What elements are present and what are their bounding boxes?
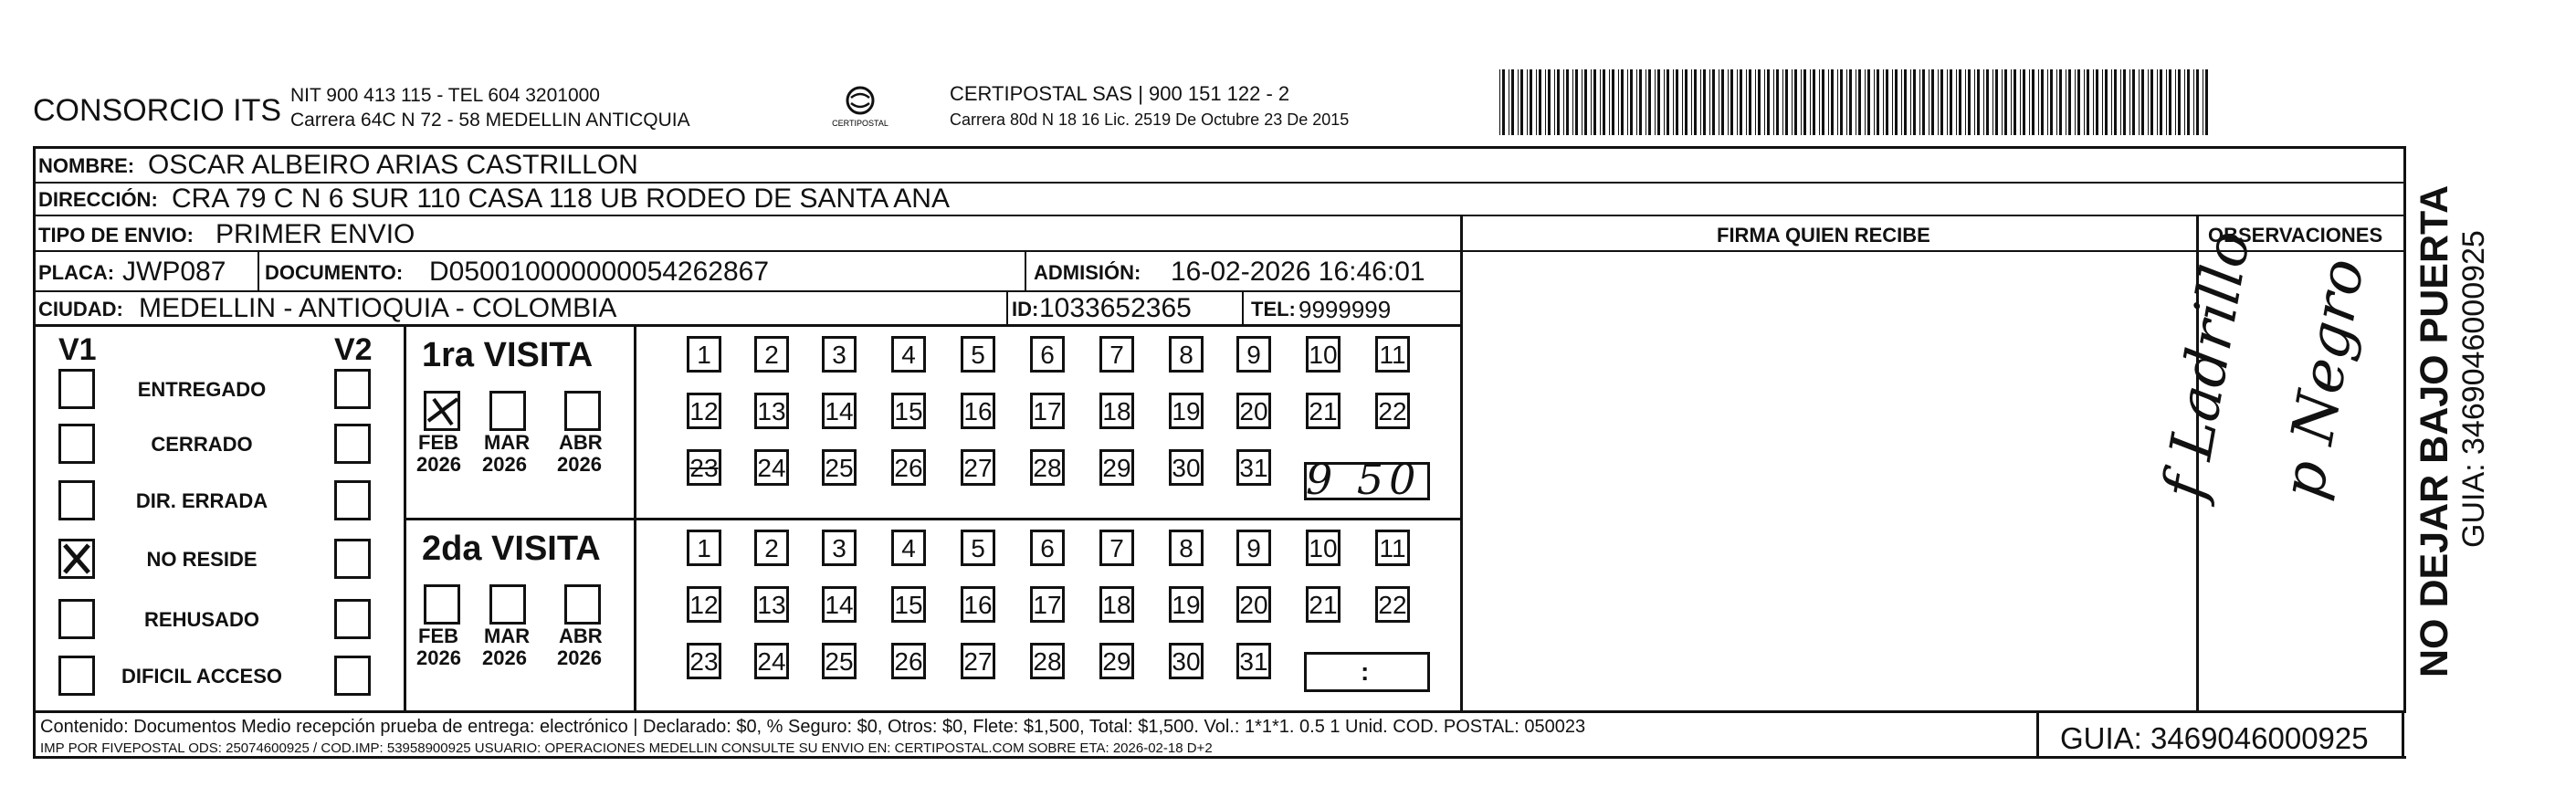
barcode-bar: [1685, 69, 1688, 135]
certipostal-logo: [824, 82, 897, 135]
carrier-license-line: Carrera 80d N 18 16 Lic. 2519 De Octubre 23 De 2015: [950, 110, 1350, 129]
barcode-bar: [2196, 69, 2199, 135]
barcode-bar: [2047, 69, 2048, 135]
status-option-label: ENTREGADO: [137, 378, 267, 401]
barcode-bar: [1819, 69, 1820, 135]
first-visit-day-box[interactable]: 11: [1375, 336, 1410, 373]
status-option-label: CERRADO: [151, 433, 253, 456]
barcode-bar: [2059, 69, 2062, 135]
barcode-bar: [1931, 69, 1934, 135]
nombre-label: NOMBRE:: [38, 154, 135, 177]
barcode-bar: [1721, 69, 1724, 135]
first-visit-day-box[interactable]: 4: [891, 336, 926, 373]
company-address-line: Carrera 64C N 72 - 58 MEDELLIN ANTICQUIA: [290, 110, 690, 131]
barcode-bar: [1959, 69, 1961, 135]
barcode-bar: [1773, 69, 1774, 135]
barcode-bar: [1810, 69, 1811, 135]
barcode-bar: [1600, 69, 1601, 135]
barcode-bar: [2032, 69, 2035, 135]
observaciones-handwriting-2: p Negro: [2269, 253, 2379, 504]
barcode-bar: [2114, 69, 2117, 135]
placa-value: JWP087: [122, 257, 226, 287]
barcode-bar: [1886, 69, 1888, 135]
first-visit-year-label: 2026: [482, 453, 527, 476]
barcode-bar: [2013, 69, 2016, 135]
tel-label: TEL:: [1251, 298, 1296, 320]
barcode-bar: [1673, 69, 1674, 135]
barcode-bar: [1837, 69, 1838, 135]
barcode-bar: [2157, 69, 2158, 135]
barcode-bar: [1737, 69, 1738, 135]
second-visit-title: 2da VISITA: [422, 530, 601, 568]
barcode-bar: [1554, 69, 1555, 135]
barcode-bar: [1700, 69, 1701, 135]
observaciones-label: OBSERVACIONES: [2208, 224, 2383, 247]
barcode-bar: [1612, 69, 1614, 135]
barcode-bar: [2178, 69, 2181, 135]
second-visit-day-box[interactable]: 30: [1169, 643, 1204, 679]
second-visit-day-box[interactable]: 17: [1030, 586, 1065, 623]
barcode-bar: [2205, 69, 2208, 135]
second-visit-day-box[interactable]: 14: [822, 586, 857, 623]
second-visit-day-box[interactable]: 22: [1375, 586, 1410, 623]
second-visit-day-box[interactable]: 25: [822, 643, 857, 679]
barcode-bar: [1603, 69, 1605, 135]
first-visit-day-box[interactable]: 7: [1099, 336, 1134, 373]
barcode-bar: [2050, 69, 2053, 135]
status-option-label: NO RESIDE: [146, 548, 258, 571]
second-visit-day-box[interactable]: 11: [1375, 530, 1410, 566]
barcode-bar: [2123, 69, 2126, 135]
first-visit-day-box[interactable]: 25: [822, 449, 857, 486]
placa-label: PLACA:: [38, 261, 115, 284]
tel-value: 9999999: [1299, 296, 1392, 323]
ciudad-value: MEDELLIN - ANTIOQUIA - COLOMBIA: [139, 293, 617, 323]
footer-content-line: Contenido: Documentos Medio recepción prueba de entrega: electrónico | Declarado: $0, % Seguro: $0, Otros: $0, Flete: $1,500, Total: $1,500. Vol.: 1*1*1. 0.5 1 Unid. COD. POSTAL: 050023: [40, 717, 1586, 737]
barcode-bar: [1746, 69, 1747, 135]
barcode-bar: [2160, 69, 2162, 135]
barcode-bar: [2105, 69, 2108, 135]
barcode-bar: [2038, 69, 2039, 135]
barcode-bar: [2002, 69, 2003, 135]
barcode-bar: [2102, 69, 2103, 135]
direccion-label: DIRECCIÓN:: [38, 188, 158, 211]
second-visit-day-box[interactable]: 19: [1169, 586, 1204, 623]
barcode-bar: [1965, 69, 1966, 135]
first-visit-handwritten-time: 9 50: [1306, 455, 1422, 504]
barcode-bar: [1502, 69, 1505, 135]
barcode-bar: [2193, 69, 2194, 135]
barcode-bar: [2175, 69, 2176, 135]
first-visit-day-box[interactable]: 15: [891, 393, 926, 429]
barcode-bar: [2111, 69, 2112, 135]
barcode-bar: [1794, 69, 1797, 135]
second-visit-day-box[interactable]: 15: [891, 586, 926, 623]
barcode-bar: [1518, 69, 1519, 135]
barcode-bar: [1865, 69, 1866, 135]
admision-label: ADMISIÓN:: [1034, 261, 1141, 284]
barcode-bar: [1831, 69, 1834, 135]
barcode-bar: [1591, 69, 1592, 135]
barcode-bar: [1828, 69, 1829, 135]
barcode-bar: [2084, 69, 2085, 135]
barcode-bar: [1877, 69, 1879, 135]
barcode-bar: [1901, 69, 1902, 135]
second-visit-month-label: ABR: [559, 625, 603, 647]
barcode-bar: [1548, 69, 1551, 135]
barcode-bar: [1803, 69, 1806, 135]
barcode-bar: [1940, 69, 1943, 135]
side-warning-text: NO DEJAR BAJO PUERTA: [2413, 184, 2456, 677]
barcode-bar: [2077, 69, 2080, 135]
barcode-bar: [1566, 69, 1569, 135]
barcode-bar: [1977, 69, 1980, 135]
barcode-bar: [1910, 69, 1911, 135]
status-option-label: DIFICIL ACCESO: [121, 665, 282, 688]
barcode-bar: [1867, 69, 1870, 135]
status-option-label: REHUSADO: [144, 608, 259, 631]
first-visit-day-box[interactable]: 27: [961, 449, 995, 486]
barcode-bar: [2075, 69, 2076, 135]
second-visit-day-box[interactable]: 7: [1099, 530, 1134, 566]
second-visit-month-checkbox[interactable]: [564, 584, 601, 625]
second-visit-year-label: 2026: [416, 646, 461, 669]
first-visit-day-box[interactable]: 10: [1306, 336, 1341, 373]
v1-label: V1: [58, 332, 97, 367]
barcode-bar: [1950, 69, 1952, 135]
barcode-bar: [1767, 69, 1770, 135]
barcode-bar: [1657, 69, 1660, 135]
tipo-envio-value: PRIMER ENVIO: [216, 219, 415, 249]
second-visit-day-box[interactable]: 1: [687, 530, 721, 566]
second-visit-day-box[interactable]: 12: [687, 586, 721, 623]
barcode-bar: [2011, 69, 2012, 135]
barcode-bar: [1682, 69, 1683, 135]
first-visit-day-box[interactable]: 9: [1236, 336, 1271, 373]
second-visit-time: :: [1361, 657, 1370, 686]
barcode-bar: [1630, 69, 1633, 135]
barcode-bar: [1545, 69, 1546, 135]
footer-guia: GUIA: 3469046000925: [2060, 721, 2369, 755]
second-visit-month-checkbox[interactable]: [424, 584, 460, 625]
barcode-bar: [2169, 69, 2171, 135]
barcode-bar: [2129, 69, 2130, 135]
barcode-bar: [1749, 69, 1751, 135]
first-visit-day-box[interactable]: 6: [1030, 336, 1065, 373]
barcode-bar: [1636, 69, 1637, 135]
barcode-bar: [2020, 69, 2021, 135]
barcode-bar: [1593, 69, 1596, 135]
footer-print-line: IMP POR FIVEPOSTAL ODS: 25074600925 / COD.IMP: 53958900925 USUARIO: OPERACIONES MEDELLIN CONSULTE SU ENVIO EN: CERTIPOSTAL.COM SOBRE ETA: 2026-02-18 D+2: [40, 740, 1213, 756]
second-visit-day-box[interactable]: 18: [1099, 586, 1134, 623]
ciudad-label: CIUDAD:: [38, 298, 123, 320]
barcode-bar: [1947, 69, 1948, 135]
barcode-bar: [1904, 69, 1907, 135]
first-visit-day-box[interactable]: 30: [1169, 449, 1204, 486]
barcode-bar: [1499, 69, 1500, 135]
barcode-bar: [2068, 69, 2071, 135]
barcode-bar: [1639, 69, 1642, 135]
barcode-bar: [1785, 69, 1788, 135]
first-visit-day-box[interactable]: 2: [754, 336, 789, 373]
barcode-bar: [1645, 69, 1646, 135]
admision-value: 16-02-2026 16:46:01: [1171, 257, 1425, 287]
barcode-bar: [1922, 69, 1925, 135]
first-visit-day-box[interactable]: 16: [961, 393, 995, 429]
barcode-bar: [1563, 69, 1564, 135]
barcode-bar: [1520, 69, 1523, 135]
barcode-bar: [1874, 69, 1875, 135]
barcode-bar: [1511, 69, 1514, 135]
barcode-bar: [1764, 69, 1765, 135]
company-nit-line: NIT 900 413 115 - TEL 604 3201000: [290, 85, 600, 106]
barcode-bar: [2166, 69, 2167, 135]
first-visit-month-label: FEB: [418, 431, 458, 454]
barcode-bar: [1655, 69, 1656, 135]
second-visit-day-box[interactable]: 29: [1099, 643, 1134, 679]
second-visit-year-label: 2026: [482, 646, 527, 669]
barcode-bar: [1986, 69, 1989, 135]
carrier-name-line: CERTIPOSTAL SAS | 900 151 122 - 2: [950, 82, 1290, 105]
barcode-bar: [1913, 69, 1916, 135]
barcode-bar: [2120, 69, 2121, 135]
id-label: ID:: [1012, 298, 1039, 320]
second-visit-day-box[interactable]: 20: [1236, 586, 1271, 623]
barcode-bar: [2141, 69, 2144, 135]
second-visit-day-box[interactable]: 4: [891, 530, 926, 566]
first-visit-month-checkbox[interactable]: [564, 391, 601, 431]
first-visit-year-label: 2026: [416, 453, 461, 476]
second-visit-day-box[interactable]: 26: [891, 643, 926, 679]
company-name: CONSORCIO ITS: [33, 93, 282, 128]
barcode-bar: [1527, 69, 1528, 135]
barcode-bar: [1983, 69, 1984, 135]
barcode-bar: [2187, 69, 2190, 135]
first-visit-day-box[interactable]: 14: [822, 393, 857, 429]
first-visit-day-box[interactable]: 3: [822, 336, 857, 373]
first-visit-title: 1ra VISITA: [422, 336, 594, 374]
second-visit-day-box[interactable]: 5: [961, 530, 995, 566]
barcode-bar: [1892, 69, 1893, 135]
barcode-bar: [1846, 69, 1847, 135]
second-visit-day-box[interactable]: 10: [1306, 530, 1341, 566]
barcode-bar: [1618, 69, 1619, 135]
barcode-bar: [1584, 69, 1587, 135]
second-visit-day-box[interactable]: 21: [1306, 586, 1341, 623]
barcode-bar: [1730, 69, 1733, 135]
second-visit-day-box[interactable]: 9: [1236, 530, 1271, 566]
barcode-bar: [1919, 69, 1920, 135]
barcode-bar: [2096, 69, 2098, 135]
barcode-bar: [1648, 69, 1651, 135]
first-visit-month-checkbox[interactable]: [424, 391, 460, 431]
barcode-bar: [1992, 69, 1993, 135]
first-visit-day-box[interactable]: 18: [1099, 393, 1134, 429]
carrier-logo-text: CERTIPOSTAL: [832, 119, 888, 128]
barcode-bar: [1664, 69, 1665, 135]
second-visit-month-label: FEB: [418, 625, 458, 647]
first-visit-day-box[interactable]: 13: [754, 393, 789, 429]
first-visit-day-box[interactable]: 21: [1306, 393, 1341, 429]
first-visit-day-box[interactable]: 29: [1099, 449, 1134, 486]
barcode-bar: [2029, 69, 2030, 135]
first-visit-day-box[interactable]: 8: [1169, 336, 1204, 373]
status-option-label: DIR. ERRADA: [135, 489, 268, 512]
side-guia-text: GUIA: 3469046000925: [2456, 230, 2491, 548]
barcode-bar: [2004, 69, 2007, 135]
barcode-bar: [1691, 69, 1692, 135]
second-visit-day-box[interactable]: 24: [754, 643, 789, 679]
second-visit-day-box[interactable]: 28: [1030, 643, 1065, 679]
observaciones-handwriting-1: f Ladrillo: [2150, 226, 2265, 504]
direccion-value: CRA 79 C N 6 SUR 110 CASA 118 UB RODEO DE SANTA ANA: [172, 184, 950, 214]
first-visit-day-box[interactable]: 20: [1236, 393, 1271, 429]
barcode-bar: [1974, 69, 1975, 135]
second-visit-month-checkbox[interactable]: [489, 584, 526, 625]
barcode-bar: [2056, 69, 2057, 135]
barcode-bar: [1609, 69, 1610, 135]
barcode-bar: [1883, 69, 1884, 135]
barcode-bar: [1703, 69, 1706, 135]
barcode-bar: [1572, 69, 1573, 135]
barcode-bar: [1755, 69, 1756, 135]
barcode-bar: [1956, 69, 1957, 135]
first-visit-day-box[interactable]: 12: [687, 393, 721, 429]
barcode-bar: [1536, 69, 1537, 135]
barcode-bar: [1968, 69, 1971, 135]
barcode-bar: [1530, 69, 1532, 135]
barcode-bar: [2132, 69, 2135, 135]
id-value: 1033652365: [1039, 293, 1192, 323]
barcode-bar: [1776, 69, 1779, 135]
documento-value: D050010000000054262867: [429, 257, 770, 287]
barcode-bar: [1694, 69, 1697, 135]
nombre-value: OSCAR ALBEIRO ARIAS CASTRILLON: [148, 150, 638, 180]
barcode-bar: [1728, 69, 1729, 135]
second-visit-day-box[interactable]: 6: [1030, 530, 1065, 566]
barcode-bar: [1667, 69, 1669, 135]
barcode-bar: [2184, 69, 2185, 135]
barcode-bar: [1557, 69, 1560, 135]
second-visit-day-box[interactable]: 31: [1236, 643, 1271, 679]
barcode-bar: [2093, 69, 2094, 135]
first-visit-day-box[interactable]: 31: [1236, 449, 1271, 486]
barcode-bar: [1792, 69, 1793, 135]
first-visit-day-box[interactable]: 17: [1030, 393, 1065, 429]
barcode: [1498, 69, 2219, 135]
barcode-bar: [1621, 69, 1624, 135]
first-visit-day-box[interactable]: 1: [687, 336, 721, 373]
barcode-bar: [1858, 69, 1861, 135]
barcode-bar: [1840, 69, 1843, 135]
barcode-bar: [1995, 69, 1998, 135]
barcode-bar: [2087, 69, 2089, 135]
second-visit-day-box[interactable]: 3: [822, 530, 857, 566]
second-visit-day-box[interactable]: 2: [754, 530, 789, 566]
second-visit-day-box[interactable]: 27: [961, 643, 995, 679]
barcode-bar: [2023, 69, 2025, 135]
first-visit-day-box[interactable]: 26: [891, 449, 926, 486]
barcode-bar: [1627, 69, 1628, 135]
barcode-bar: [1539, 69, 1541, 135]
barcode-bar: [1938, 69, 1939, 135]
first-visit-year-label: 2026: [557, 453, 602, 476]
second-visit-day-box[interactable]: 8: [1169, 530, 1204, 566]
first-visit-day-box[interactable]: 24: [754, 449, 789, 486]
barcode-bar: [1676, 69, 1678, 135]
first-visit-day-box[interactable]: 19: [1169, 393, 1204, 429]
v2-label: V2: [334, 332, 373, 367]
barcode-bar: [1801, 69, 1802, 135]
first-visit-month-label: ABR: [559, 431, 603, 454]
documento-label: DOCUMENTO:: [265, 261, 404, 284]
firma-label: FIRMA QUIEN RECIBE: [1717, 224, 1930, 247]
barcode-bar: [2150, 69, 2153, 135]
barcode-bar: [2041, 69, 2044, 135]
barcode-bar: [2139, 69, 2140, 135]
barcode-bar: [1740, 69, 1742, 135]
second-visit-month-label: MAR: [484, 625, 531, 647]
first-visit-day-box[interactable]: 22: [1375, 393, 1410, 429]
first-visit-day-box[interactable]: 23: [687, 449, 721, 486]
barcode-bar: [1709, 69, 1710, 135]
second-visit-day-box[interactable]: 23: [687, 643, 721, 679]
barcode-bar: [2148, 69, 2149, 135]
first-visit-day-box[interactable]: 28: [1030, 449, 1065, 486]
second-visit-year-label: 2026: [557, 646, 602, 669]
barcode-bar: [1712, 69, 1715, 135]
barcode-bar: [1782, 69, 1783, 135]
barcode-bar: [1849, 69, 1852, 135]
barcode-bar: [1758, 69, 1761, 135]
barcode-bar: [1895, 69, 1898, 135]
first-visit-month-checkbox[interactable]: [489, 391, 526, 431]
barcode-bar: [1575, 69, 1578, 135]
first-visit-day-box[interactable]: 5: [961, 336, 995, 373]
barcode-bar: [1822, 69, 1824, 135]
first-visit-month-label: MAR: [484, 431, 531, 454]
tipo-envio-label: TIPO DE ENVIO:: [38, 224, 194, 247]
second-visit-day-box[interactable]: 13: [754, 586, 789, 623]
second-visit-day-box[interactable]: 16: [961, 586, 995, 623]
barcode-bar: [1813, 69, 1815, 135]
